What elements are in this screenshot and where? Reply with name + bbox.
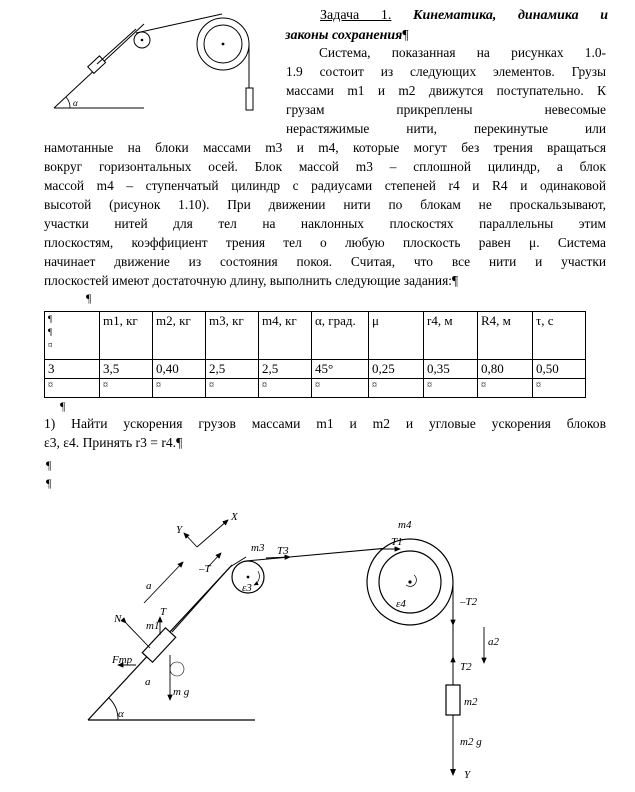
intro-line-f4: участки нитей для тел на наклонных плоскостях параллельны этим: [44, 216, 606, 231]
table-header-cell: m2, кг: [153, 312, 206, 360]
svg-text:α: α: [73, 98, 78, 108]
m4-label: m4: [398, 519, 412, 531]
task-label: Задача 1.: [320, 8, 392, 23]
a2-label: a2: [488, 636, 499, 648]
X-label: X: [231, 511, 238, 523]
intro-line-f1: вокруг горизонтальных осей. Блок массой m3 – сплошной цилиндр, а блок: [44, 159, 606, 174]
table-empty-row: ¤ ¤ ¤ ¤ ¤ ¤ ¤ ¤ ¤ ¤: [45, 379, 586, 398]
table-value-cell: 45°: [312, 360, 369, 379]
table-header-cell: m4, кг: [259, 312, 312, 360]
task-title-line1: Кинематика, динамика и: [412, 8, 608, 23]
pilcrow-empty-1: ¶: [46, 458, 52, 472]
table-value-cell: 0,40: [153, 360, 206, 379]
eps3-label: ε3: [242, 582, 252, 594]
table-header-cell: μ: [369, 312, 424, 360]
intro-line-r3: грузам прикреплены невесомые: [286, 102, 606, 117]
intro-line-f6: начинает движение из состояния покоя. Считая, что все нити и участки: [44, 254, 606, 269]
m2g-label: m2 g: [460, 736, 482, 748]
alpha-label: α: [118, 708, 124, 720]
pilcrow-below-table: ¶: [60, 399, 66, 413]
table-value-row: [45, 360, 586, 379]
table-value-cell: 0,35: [424, 360, 478, 379]
Y-label: Y: [176, 524, 183, 536]
intro-line-r0: Система, показанная на рисунках 1.0-: [319, 45, 606, 60]
Ftr-label: Fтр: [112, 654, 133, 666]
mg-label: m g: [173, 686, 190, 698]
table-header-cell: m1, кг: [100, 312, 153, 360]
intro-line-f7: плоскостей имеют достаточную длину, выполнить следующие задания:¶: [44, 273, 459, 288]
task1-line2: ε3, ε4. Принять r3 = r4.¶: [44, 435, 183, 450]
Yaxis-label: Y: [464, 769, 471, 781]
T-label: T: [160, 606, 167, 618]
rope-incline: [172, 567, 230, 632]
minus-T-label: –T: [199, 563, 211, 575]
table-header-cell: α, град.: [312, 312, 369, 360]
table-value-cell: 2,5: [259, 360, 312, 379]
table-value-cell: 0,25: [369, 360, 424, 379]
m2-label: m2: [464, 696, 478, 708]
T1-label: T1: [391, 536, 403, 548]
intro-line-f3: высотой (рисунок 1.10). При движении нити по блокам не проскальзывают,: [44, 197, 606, 212]
intro-line-f5: плоскостям, коэффициент трения тел о любую плоскость равен μ. Система: [44, 235, 606, 250]
table-header-row: [45, 312, 586, 360]
table-value-cell: 2,5: [206, 360, 259, 379]
T3-label: T3: [277, 545, 289, 557]
x-axis-arrow: [197, 520, 228, 547]
table-value-cell: 3: [45, 360, 100, 379]
m1-label: m1: [146, 620, 160, 632]
table-value-cell: 3,5: [100, 360, 153, 379]
intro-line-f2: массой m4 – ступенчатый цилиндр с радиусами степеней r4 и R4 и одинаковой: [44, 178, 606, 193]
y-axis-arrow: [184, 533, 197, 547]
pilcrow-above-table: ¶: [86, 291, 92, 305]
parameters-table: [44, 311, 586, 398]
pilcrow-empty-2: ¶: [46, 476, 52, 490]
task-title-line2: законы сохранения¶: [285, 28, 409, 43]
T2-label: T2: [460, 661, 472, 673]
intro-line-r2: массами m1 и m2 движутся поступательно. К: [286, 83, 606, 98]
table-value-cell: 0,50: [533, 360, 586, 379]
task1-line1: 1) Найти ускорения грузов массами m1 и m2 и угловые ускорения блоков: [44, 416, 606, 431]
m3-label: m3: [251, 542, 265, 554]
table-header-cell: m3, кг: [206, 312, 259, 360]
block-m2: [446, 685, 460, 715]
a-label-small: a: [145, 676, 151, 688]
eps4-label: ε4: [396, 598, 406, 610]
task-header: [320, 6, 608, 25]
intro-line-f0: намотанные на блоки массами m3 и m4, которые могут без трения вращаться: [44, 140, 606, 155]
table-header-cell: R4, м: [478, 312, 533, 360]
minus-T2-label: –T2: [460, 596, 478, 608]
small-system-figure: [40, 2, 275, 114]
table-header-cell: τ, с: [533, 312, 586, 360]
a-label: a: [146, 580, 152, 592]
intro-line-r4: нерастяжимые нити, перекинутые или: [286, 121, 606, 136]
table-header-cell: r4, м: [424, 312, 478, 360]
force-diagram: [80, 505, 500, 790]
table-corner-cell: ¶ ¶ ¤: [45, 312, 100, 360]
table-value-cell: 0,80: [478, 360, 533, 379]
intro-line-r1: 1.9 состоит из следующих элементов. Грузы: [286, 64, 606, 79]
N-label: N: [114, 613, 122, 625]
